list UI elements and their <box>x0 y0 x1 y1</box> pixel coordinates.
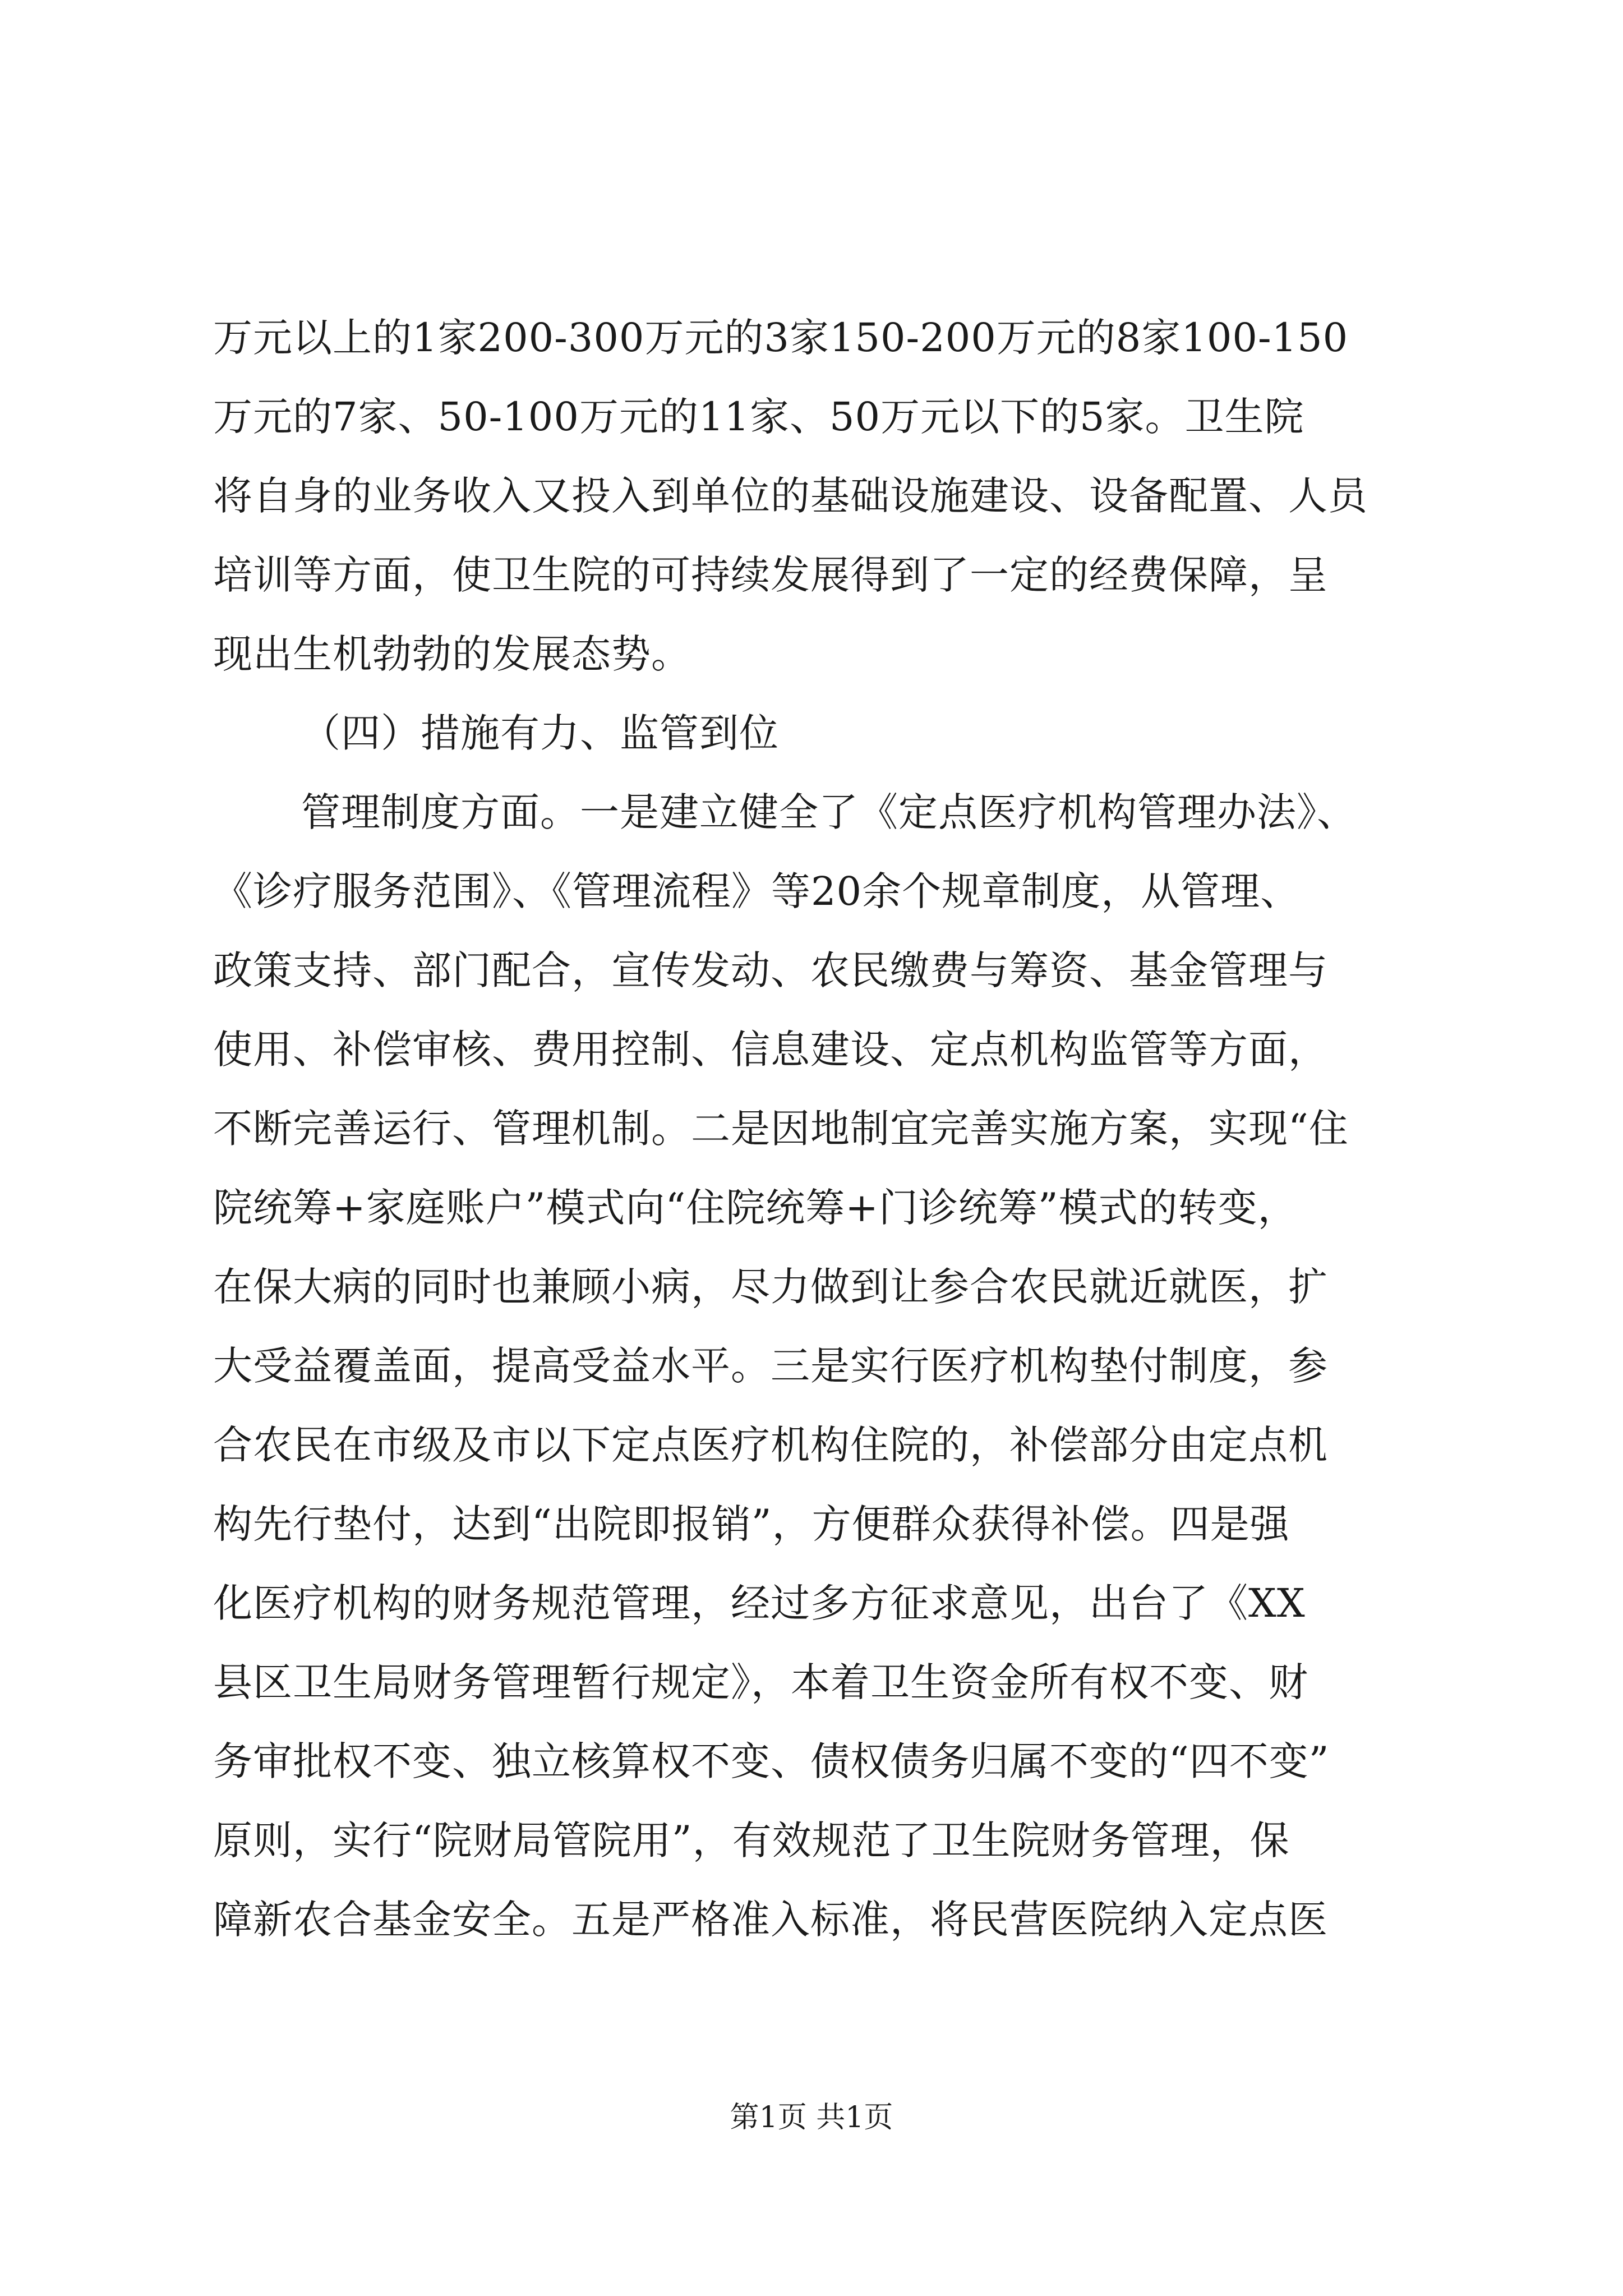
paragraph-line: 政策支持、部门配合，宣传发动、农民缴费与筹资、基金管理与 <box>213 947 1328 993</box>
paragraph-line: 管理制度方面。一是建立健全了《定点医疗机构管理办法》、 <box>301 789 1357 835</box>
paragraph-line: 大受益覆盖面，提高受益水平。三是实行医疗机构垫付制度，参 <box>213 1343 1328 1389</box>
paragraph-line: 培训等方面，使卫生院的可持续发展得到了一定的经费保障，呈 <box>213 552 1328 598</box>
paragraph-line: 在保大病的同时也兼顾小病，尽力做到让参合农民就近就医，扩 <box>213 1264 1328 1310</box>
paragraph-line: 障新农合基金安全。五是严格准入标准，将民营医院纳入定点医 <box>213 1897 1328 1943</box>
paragraph-line: 将自身的业务收入又投入到单位的基础设施建设、设备配置、人员 <box>213 473 1368 519</box>
paragraph-line: 万元以上的1家200-300万元的3家150-200万元的8家100-150 <box>213 315 1349 361</box>
paragraph-line: 《诊疗服务范围》、《管理流程》等20余个规章制度，从管理、 <box>213 868 1301 914</box>
paragraph-line: 县区卫生局财务管理暂行规定》，本着卫生资金所有权不变、财 <box>213 1659 1308 1705</box>
paragraph-line: 原则，实行“院财局管院用”，有效规范了卫生院财务管理，保 <box>213 1818 1290 1864</box>
paragraph-line: 使用、补偿审核、费用控制、信息建设、定点机构监管等方面， <box>213 1027 1328 1073</box>
paragraph-line: 万元的7家、50-100万元的11家、50万元以下的5家。卫生院 <box>213 394 1304 440</box>
page-footer: 第1页 共1页 <box>730 2101 893 2134</box>
paragraph-line: 不断完善运行、管理机制。二是因地制宜完善实施方案，实现“住 <box>213 1106 1349 1152</box>
paragraph-line: 现出生机勃勃的发展态势。 <box>213 631 691 677</box>
paragraph-line: 构先行垫付，达到“出院即报销”，方便群众获得补偿。四是强 <box>213 1501 1290 1547</box>
section-heading: （四）措施有力、监管到位 <box>301 710 779 756</box>
paragraph-line: 院统筹+家庭账户”模式向“住院统筹+门诊统筹”模式的转变， <box>213 1185 1298 1231</box>
paragraph-line: 化医疗机构的财务规范管理，经过多方征求意见，出台了《XX <box>213 1580 1306 1626</box>
paragraph-line: 合农民在市级及市以下定点医疗机构住院的，补偿部分由定点机 <box>213 1422 1328 1468</box>
paragraph-line: 务审批权不变、独立核算权不变、债权债务归属不变的“四不变” <box>213 1738 1330 1784</box>
